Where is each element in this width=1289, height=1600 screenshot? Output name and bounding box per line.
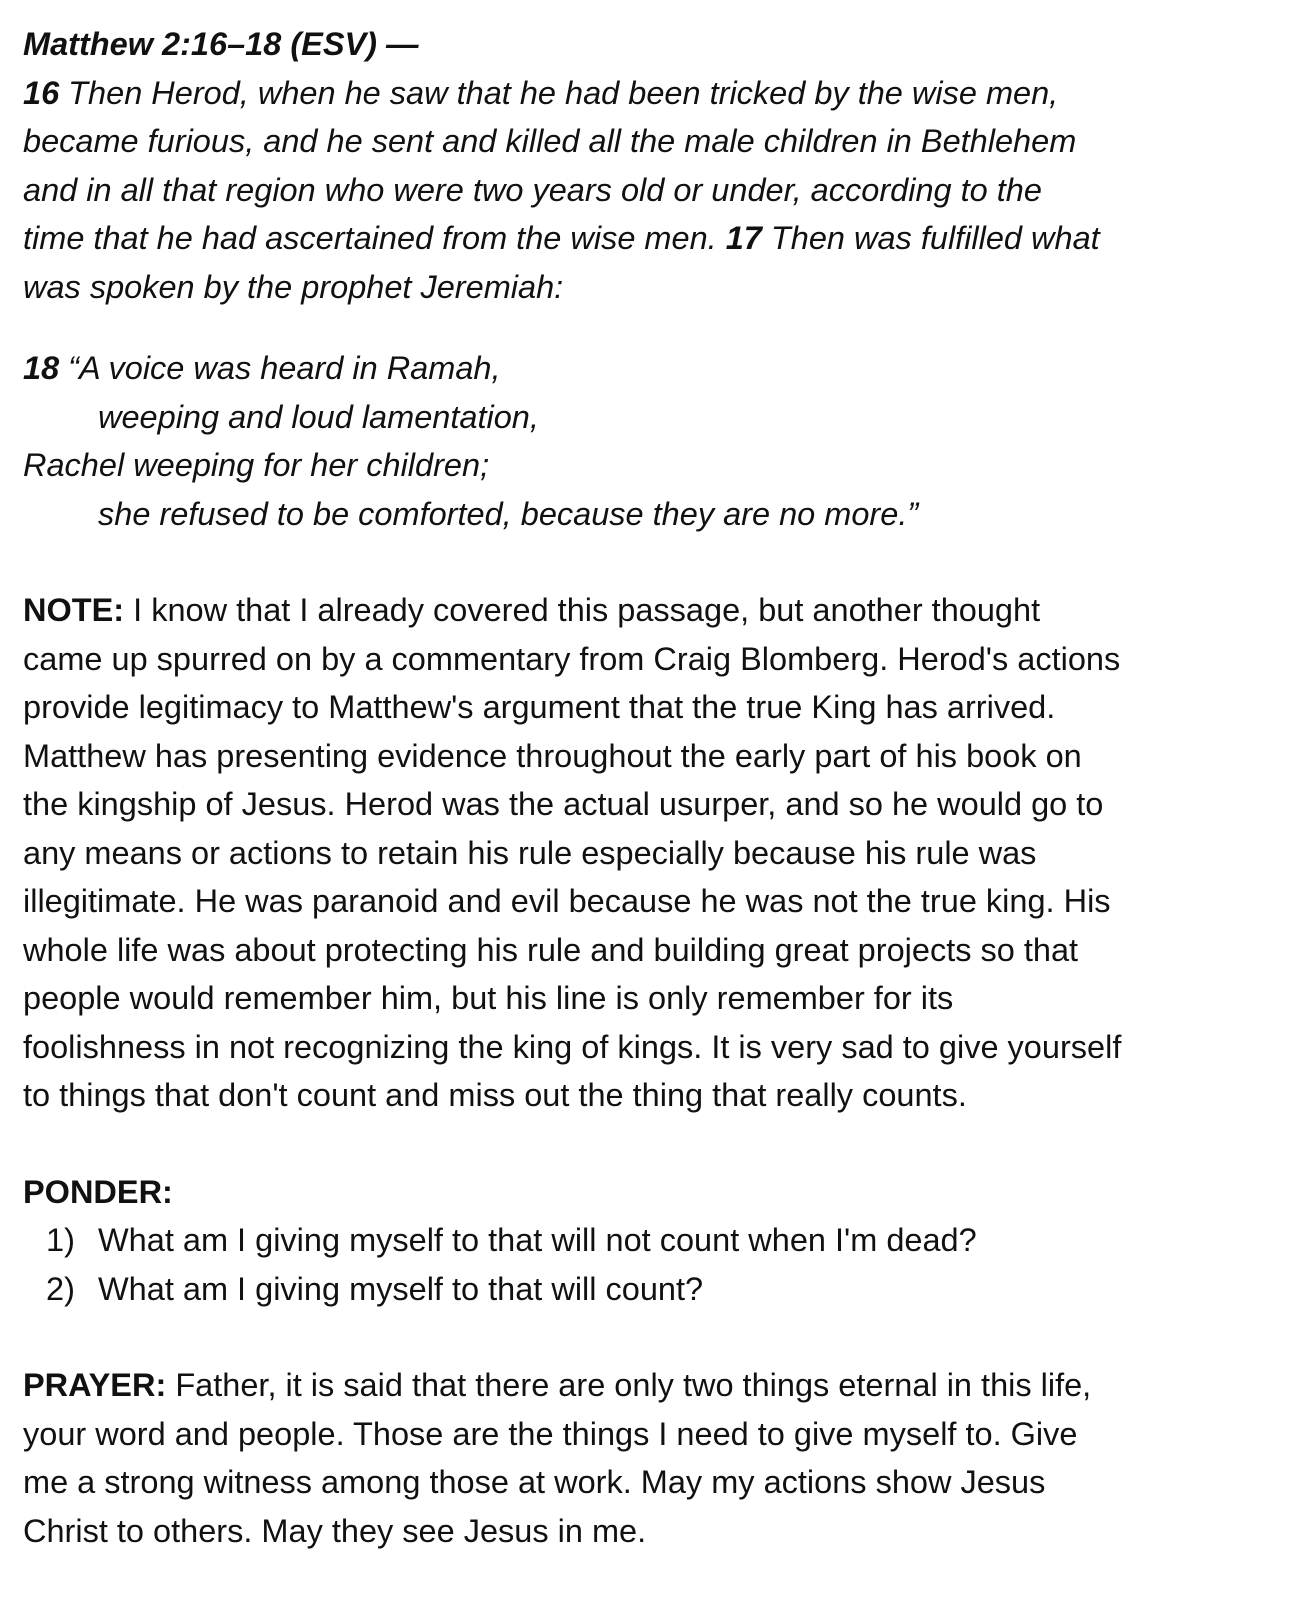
prayer-label: PRAYER: xyxy=(23,1367,167,1403)
ponder-section xyxy=(23,1168,1263,1314)
poem-line-4: she refused to be comforted, because they are no more.” xyxy=(98,495,919,532)
note-section xyxy=(23,586,1263,1120)
note-line: illegitimate. He was paranoid and evil because he was not the true king. His xyxy=(23,883,1111,919)
ponder-question: What am I giving myself to that will count? xyxy=(98,1270,704,1307)
poem-line-1: 18 “A voice was heard in Ramah, xyxy=(23,350,501,386)
spacer xyxy=(23,311,1263,344)
spacer xyxy=(23,1313,1263,1361)
note-first-line: NOTE: I know that I already covered this passage, but another thought xyxy=(23,592,1041,628)
scripture-passage xyxy=(23,20,1263,538)
verse-16-line-3: and in all that region who were two years old or under, according to the xyxy=(23,171,1042,208)
prayer-first-line: PRAYER: Father, it is said that there are only two things eternal in this life, xyxy=(23,1367,1092,1403)
verse-number: 17 xyxy=(725,220,762,256)
note-line: people would remember him, but his line is only remember for its xyxy=(23,980,954,1016)
spacer xyxy=(23,538,1263,586)
verse-17-line-2: was spoken by the prophet Jeremiah: xyxy=(23,268,564,305)
poem-line-3: Rachel weeping for her children; xyxy=(23,447,490,483)
poem-line-2: weeping and loud lamentation, xyxy=(98,398,539,435)
ponder-question: What am I giving myself to that will not count when I'm dead? xyxy=(98,1222,977,1258)
verse-16-line-1: 16 Then Herod, when he saw that he had been tricked by the wise men, xyxy=(23,74,1059,111)
verse-16-line-2: became furious, and he sent and killed all the male children in Bethlehem xyxy=(23,123,1077,159)
note-line: the kingship of Jesus. Herod was the actual usurper, and so he would go to xyxy=(23,786,1104,822)
note-label: NOTE: xyxy=(23,592,125,628)
verse-16-17-line: time that he had ascertained from the wise men. 17 Then was fulfilled what xyxy=(23,220,1100,256)
passage-heading: Matthew 2:16–18 (ESV) — xyxy=(23,26,419,62)
note-line: to things that don't count and miss out the thing that really counts. xyxy=(23,1077,967,1113)
note-line: foolishness in not recognizing the king of kings. It is very sad to give yourself xyxy=(23,1028,1122,1065)
ponder-item xyxy=(23,1216,1263,1265)
note-line: any means or actions to retain his rule especially because his rule was xyxy=(23,834,1037,871)
devotional-document xyxy=(23,20,1263,1555)
note-line: came up spurred on by a commentary from Craig Blomberg. Herod's actions xyxy=(23,640,1121,677)
note-line: provide legitimacy to Matthew's argument that the true King has arrived. xyxy=(23,689,1056,725)
note-line: whole life was about protecting his rule and building great projects so that xyxy=(23,931,1079,968)
ponder-label: PONDER: xyxy=(23,1173,173,1210)
prayer-section xyxy=(23,1361,1263,1555)
list-number: 2) xyxy=(46,1270,75,1307)
prayer-line: your word and people. Those are the things I need to give myself to. Give xyxy=(23,1415,1078,1452)
prayer-line: me a strong witness among those at work. May my actions show Jesus xyxy=(23,1464,1046,1500)
note-line: Matthew has presenting evidence throughout the early part of his book on xyxy=(23,737,1082,774)
spacer xyxy=(23,1120,1263,1168)
ponder-item xyxy=(23,1265,1263,1314)
verse-number: 18 xyxy=(23,350,60,386)
list-number: 1) xyxy=(46,1222,75,1258)
prayer-line: Christ to others. May they see Jesus in me. xyxy=(23,1512,647,1549)
verse-number: 16 xyxy=(23,74,60,111)
